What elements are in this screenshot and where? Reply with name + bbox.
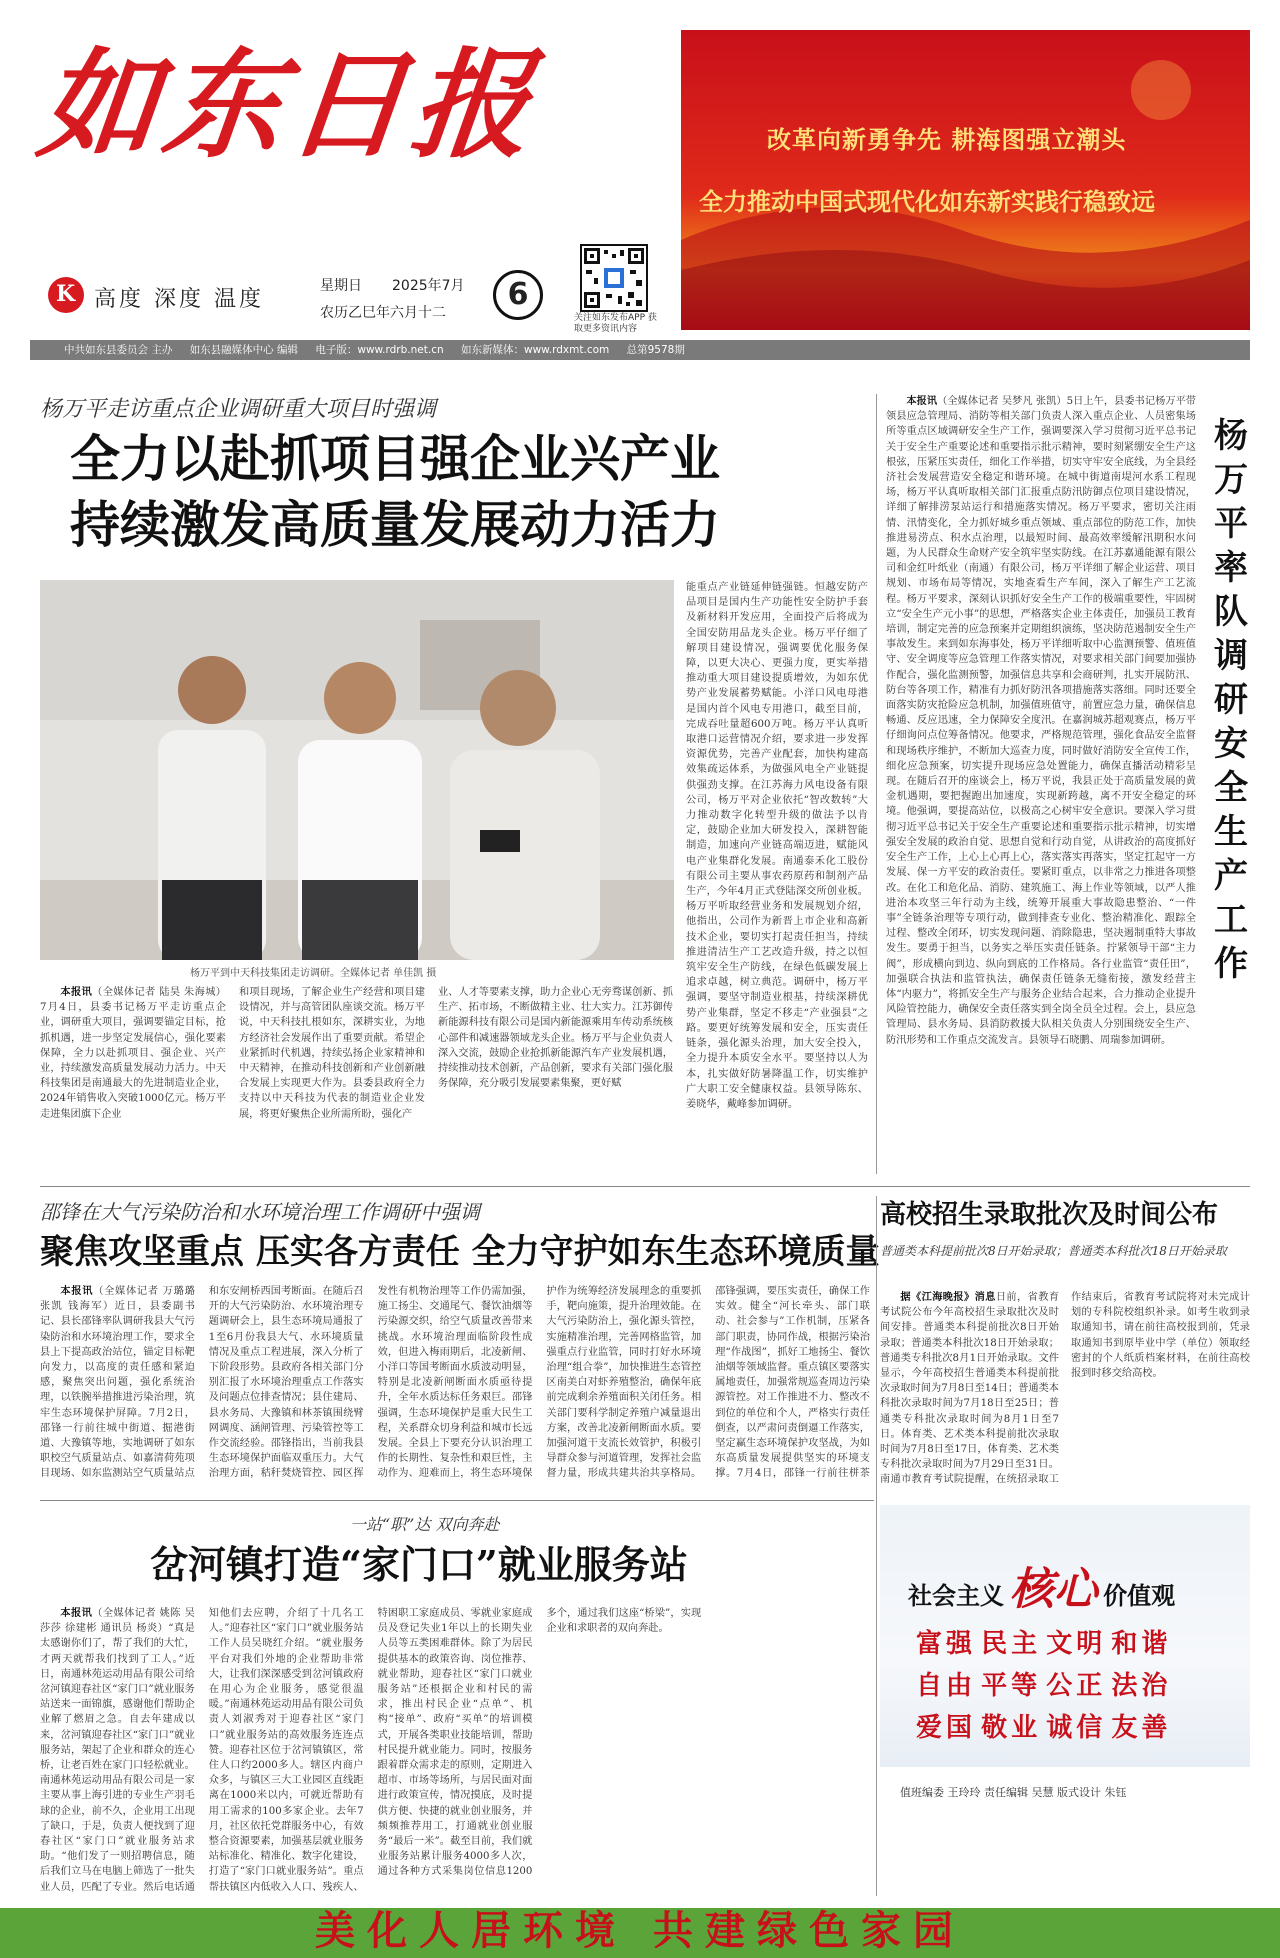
article5-body — [880, 1290, 1250, 1490]
photo-caption: 杨万平到中天科技集团走访调研。全媒体记者 单佳凯 摄 — [190, 968, 437, 979]
article3-body — [40, 1284, 870, 1492]
newspaper-title: 如东日报 — [32, 35, 544, 174]
article1-photo — [40, 580, 674, 960]
value-word: 爱国 — [916, 1713, 977, 1743]
divider — [40, 1186, 1250, 1187]
lead-label: 本报讯 — [60, 1285, 94, 1297]
value-word: 法治 — [1111, 1671, 1172, 1701]
article4-kicker: 一站“职”达 双向奔赴 — [350, 1515, 500, 1534]
serial-number: 总第9578期 — [626, 344, 685, 356]
article4-headline[interactable]: 岔河镇打造“家门口”就业服务站 — [150, 1542, 688, 1587]
issue-number: 6 — [493, 270, 543, 320]
article5-subhead: 普通类本科提前批次8日开始录取；普通类本科批次18日开始录取 — [880, 1244, 1227, 1258]
article1-col1-text: （全媒体记者 陆昊 朱海城）7月4日，县委书记杨万平走访重点企业，调研重大项目，强调要锚定目标，抢抓机遇，进一步坚定发展信心，强化要素保障，全力以赴抓项目、强企业、兴产业，持续激发高质量发展动力活力。中天科技集团是南通最大的先进制造业企业，2024年销售收入突破1000亿元。杨万平走进集团旗下企业 — [40, 987, 226, 1120]
article2-headline[interactable]: 杨万平率队调研安全生产工作 — [1214, 416, 1248, 984]
article1-headline-1[interactable]: 全力以赴抓项目强企业兴产业 — [70, 430, 720, 488]
sponsor: 中共如东县委员会 主办 — [64, 344, 173, 356]
value-word: 公正 — [1046, 1671, 1107, 1701]
article2-body — [886, 394, 1196, 1174]
value-word: 敬业 — [981, 1713, 1042, 1743]
divider — [876, 1196, 877, 1896]
value-word: 诚信 — [1046, 1713, 1107, 1743]
lunar-date: 农历乙巳年六月十二 — [320, 305, 446, 321]
value-word: 平等 — [981, 1671, 1042, 1701]
editor: 如东县融媒体中心 编辑 — [189, 344, 299, 356]
banner-line-2: 全力推动中国式现代化如东新实践行稳致远 — [699, 187, 1155, 216]
qr-caption: 关注如东发布APP 获取更多资讯内容 — [574, 313, 657, 334]
article1-headline-2[interactable]: 持续激发高质量发展动力活力 — [70, 496, 720, 554]
article3-kicker: 邵锋在大气污染防治和水环境治理工作调研中强调 — [40, 1200, 480, 1224]
article1-col2: 和项目现场，了解企业生产经营和项目建设情况，并与高管团队座谈交流。杨万平说，中天科技扎根如东，深耕实业，为地方经济社会发展作出了重要贡献。希望企业紧抓时代机遇，持续弘扬企业家精神和中天精神，在推动科技创新和产业创新融合发展上实现更大作为。县委县政府全力支持以中天科技为代表的制造业企业发展，将更好聚焦企业所需所盼，强化产 — [239, 987, 425, 1120]
article1-right-col: 能重点产业链延伸链强链。恒越安防产品项目是国内生产功能性安全防护手套及新材料开发应用，全面投产后将成为全国安防用品龙头企业。杨万平仔细了解项目建设情况，强调要优化服务保障，以更大决心、更强力度，更实举措推动重大项目建设提质增效，为如东优势产业发展蓄势赋能。小洋口风电母港是国内首个风电专用港口，截至目前，完成吞吐量超600万吨。杨万平认真听取港口运营情况介绍，要求进一步发挥资源优势，完善产业配套，加快构建高效集疏运体系，为做强风电全产业链提供强劲支撑。在江苏海力风电设备有限公司，杨万平对企业依托“智改数转”大力推动数字化转型升级的做法予以肯定，鼓励企业加大研发投入，深耕智能制造，加速向产业链高端迈进，赋能风电产业集群化发展。南通泰禾化工股份有限公司主要从事农药原药和制剂产品生产，今年4月正式登陆深交所创业板。杨万平听取经营业务和发展规划介绍，他指出，公司作为新晋上市企业和高新技术企业，要切实打起责任担当，持续推进清洁生产工艺改造升级，持之以恒筑牢安全生产防线，在绿色低碳发展上追求卓越，树立典范。调研中，杨万平强调，要坚守制造业根基，持续深耕优势产业集群，坚定不移走“产业强县”之路。要更好统筹发展和安全，压实责任链条，强化源头治理，加大安全投入，全力提升本质安全水平。要坚持以人为本，扎实做好防暑降温工作，切实维护广大职工安全健康权益。县领导陈东、姜晓华，戴峰参加调研。 — [686, 582, 868, 1110]
weekday: 星期日 — [320, 278, 362, 294]
article4-text: （全媒体记者 姚陈 吴莎莎 徐建彬 通讯员 杨炎）“真是太感谢你们了，帮了我们的大忙，才两天就帮我们找到了工人。”近日，南通林苑运动用品有限公司给岔河镇迎春社区“家门口”就业服务站送来一面锦旗，感谢他们帮助企业解了燃眉之急。自去年建成以来，岔河镇迎春社区“家门口”就业服务站，架起了企业和群众的连心桥，让老百姓在家门口轻松就业。南通林苑运动用品有限公司是一家主要从事上海引进的专业生产羽毛球的企业，前不久，企业用工出现了缺口，于是，负责人便找到了迎春社区“家门口”就业服务站求助。“他们发了一则招聘信息，随后我们立马在电脑上筛选了一批失业人员，匹配了专业。然后电话通知他们去应聘，介绍了十几名工人。”迎春社区“家门口”就业服务站工作人员吴晓红介绍。“就业服务平台对我们外地的企业帮助非常大，让我们深深感受到岔河镇政府在用心为企业服务，感觉很温暖。”南通林苑运动用品有限公司负责人刘淑秀对于迎春社区“家门口”就业服务站的高效服务连连点赞。迎春社区位于岔河镇镇区，常住人口约2000多人。辖区内商户众多，与镇区三大工业园区直线距离在1000米以内，可就近帮助有用工需求的100多家企业。去年7月，社区依托党群服务中心，有效整合资源要素，加强基层就业服务站标准化、精准化、数字化建设，打造了“家门口就业服务站”。重点帮扶镇区内低收入人口、残疾人、特困职工家庭成员、零就业家庭成员及登记失业1年以上的长期失业人员等五类困难群体。除了为居民提供基本的政策咨询、岗位推荐、就业帮助，迎春社区“家门口就业服务站”还根据企业和村民的需求，推出村民企业“点单”、机构“接单”、政府“买单”的培训模式，开展各类职业技能培训，帮助村民提升就业能力。同时，按服务跟着群众需求走的原则，定期进入超市、市场等场所，与居民面对面进行政策宣传，情况摸底，及时提供方便、快捷的就业创业服务，并频频推荐用工，打通就业创业服务“最后一米”。截至目前，我们就业服务站累计服务4000多人次，通过各种方式采集岗位信息1200多个，通过我们这座“桥梁”，实现企业和求职者的双向奔赴。 — [40, 1608, 702, 1893]
values-title-right: 价值观 — [1103, 1581, 1176, 1610]
slogan: 高度 深度 温度 — [94, 287, 264, 312]
value-word: 民主 — [981, 1629, 1042, 1659]
value-word: 富强 — [916, 1629, 977, 1659]
lead-label: 本报讯 — [60, 986, 93, 998]
lead-label: 本报讯 — [60, 1607, 93, 1619]
credits: 值班编委 王玲玲 责任编辑 吴慧 版式设计 朱钰 — [900, 1786, 1127, 1799]
bottom-banner-text: 美化人居环境 共建绿色家园 — [315, 1907, 965, 1954]
values-title-left: 社会主义 — [908, 1581, 1004, 1610]
lead-label: 本报讯 — [906, 395, 938, 407]
article5-headline[interactable]: 高校招生录取批次及时间公布 — [880, 1200, 1219, 1230]
value-word: 自由 — [916, 1671, 977, 1701]
bottom-banner — [0, 1908, 1280, 1958]
article4-body — [40, 1606, 870, 1898]
lead-label: 据《江海晚报》消息 — [900, 1291, 996, 1303]
article1-col3: 业、人才等要素支撑，助力企业心无旁骛谋创新、抓生产、拓市场，不断做精主业、壮大实力。江苏御传新能源科技有限公司是国内新能源乘用车传动系统核心部件和减速器领域龙头企业。杨万平与企业负责人深入交流，鼓励企业抢抓新能源汽车产业发展机遇，持续推动技术创新，产品创新，要求有关部门强化服务保障，充分吸引发展要素集聚，更好赋 — [438, 987, 673, 1090]
banner-line-1: 改革向新勇争先 耕海图强立潮头 — [767, 125, 1127, 154]
values-title-core: 核心 — [1009, 1564, 1098, 1615]
article1-kicker: 杨万平走访重点企业调研重大项目时强调 — [40, 397, 437, 422]
website[interactable]: 电子版：www.rdrb.net.cn — [315, 344, 444, 356]
qr-code-icon[interactable] — [580, 244, 648, 312]
slogan-banner — [681, 30, 1250, 330]
article2-text: （全媒体记者 吴梦凡 张凯）5日上午，县委书记杨万平带领县应急管理局、消防等相关部门负责人深入重点企业、人员密集场所等重点区域调研安全生产工作，强调要深入学习贯彻习近平总书记关于安全生产重要论述和重要指示批示精神，要时刻紧绷安全生产这根弦，压紧压实责任，细化工作举措，切实守牢安全底线，为全县经济社会发展营造安全稳定和谐环境。在城中街道南堤河水系工程现场，杨万平认真听取相关部门汇报重点防汛防御点位项目建设情况，详细了解排涝泵站运行和措施落实情况。杨万平要求，密切关注雨情、汛情变化，全力抓好城乡重点领域、重点部位的防范工作，加快推进易涝点、积水点治理，以最短时间、最高效率缓解汛期积水问题，为人民群众生命财产安全筑牢坚实防线。在江苏嘉通能源有限公司和金红叶纸业（南通）有限公司，杨万平详细了解企业运营、项目规划、市场布局等情况，实地查看生产车间，深入了解生产工艺流程。杨万平要求，深刻认识抓好安全生产工作的极端重要性，牢固树立“安全生产元小事”的思想，严格落实企业主体责任，加强员工教育培训，制定完善的应急预案并定期组织演练，坚决防范遏制安全生产事故发生。来到如东海事处，杨万平详细听取中心监测预警、值班值守、安全调度等应急管理工作落实情况，对要求相关部门间要加强协作配合，强化监测预警，加强信息共享和会商研判，扎实开展防汛、防台等各项工作，精准有力抓好防汛各项措施落实落细。同时还要全面落实防灾抢险应急机制，加强值班值守，前置应急力量，确保信息畅通、反应迅速，全力保障安全度汛。在嘉润城苏超观赛点，杨万平仔细询问点位筹备情况。他要求，严格规范管理，强化食品安全监督和现场秩序维护，不断加大巡查力度，同时做好消防安全宣传工作，细化应急预案，切实提升现场应急处置能力，确保直播活动精彩呈现。在随后召开的座谈会上，杨万平说，我县正处于高质量发展的黄金机遇期，要把握跑出加速度，实现新跨越，离不开安全稳定的环境。他强调，要提高站位，以极高之心树牢安全意识。要深入学习贯彻习近平总书记关于安全生产重要论述和重要指示批示精神，切实增强安全发展的政治自觉、思想自觉和行动自觉，从讲政治的高度抓好安全生产工作，上心上心再上心，落实落实再落实，坚定扛起守一方发展、保一方平安的政治责任。要紧盯重点，以非常之力推进各项整改。在化工和危化品、消防、建筑施工、海上作业等领域，以严人推进治本攻坚三年行动为主线，统筹开展重大事故隐患整治、“一件事”全链条治理等专项行动，做到排查专业化、整治精准化、跟踪全过程、整改全闭环，切实发现问题、消除隐患，坚决遏制重特大事故发生。要勇于担当，以务实之举压实责任链条。拧紧领导干部“主力阀”，形成横向到边、纵向到底的工作格局。各行业监管“责任田”，加强联合执法和监管执法，确保责任链条无缝衔接，激发经营主体“内驱力”，将抓安全生产与服务企业结合起来，合力推动企业提升风险管控能力，确保安全责任落实到全岗全员全过程。会上，县应急管理局、县水务局、县消防救援大队相关负责人分别围绕安全生产、防汛形势和工作重点交流发言。县领导石晓鹏、周瑞参加调研。 — [886, 396, 1196, 1046]
newspaper-logo-icon: K — [48, 277, 84, 313]
info-bar — [30, 340, 1250, 360]
article5-text: 日前，省教育考试院公布今年高校招生录取批次及时间安排。普通类本科提前批次8日开始录取；普通类本科批次18日开始录取；普通类专科批次8月1日开始录取。文件显示，今年高校招生普通类本科提前批次录取时间为7月8日至14日；普通类本科批次录取时间为7月18日至25日；普通类专科批次录取时间为8月1日至7日。体育类、艺术类本科提前批次录取时间为7月8日至17日，体育类、艺术类专科批次录取时间为7月29日至31日。南通市教育考试院提醒，在统招录取工作结束后，省教育考试院将对未完成计划的专科院校组织补录。如考生收到录取通知书，请在前往高校报到前，凭录取通知书到原毕业中学（单位）领取经密封的个人纸质档案材料，在前往高校报到时移交给高校。 — [880, 1292, 1250, 1486]
newmedia[interactable]: 如东新媒体：www.rdxmt.com — [460, 344, 610, 356]
article3-text: （全媒体记者 万璐璐 张凯 钱海军）近日，县委副书记、县长邵锋率队调研我县大气污染防治和水环境治理工作，要求全县上下提高政治站位，锚定目标靶向发力，以高度的责任感和紧迫感，聚焦突出问题，强化系统治理，以铁腕举措推进污染治理，筑牢生态环境保护屏障。7月2日，邵锋一行前往城中街道、掘港街道、大豫镇等地，实地调研了如东职校空气质量站点、如嘉清荷苑项目现场、如东监测站空气质量站点和东安闸桥西国考断面。在随后召开的大气污染防治、水环境治理专题调研会上，县生态环境局通报了1至6月份我县大气、水环境质量情况及重点工程进展，深入分析了下阶段形势。县政府各相关部门分别汇报了水环境治理重点工作落实及问题点位排查情况；县住建局、县水务局、大豫镇和林茶镇围绕臂网调度、涵闸管理、污染管控等工作交流经验。邵锋指出，当前我县生态环境保护面临双重压力。大气治理方面，秸秆焚烧管控、园区挥发性有机物治理等工作仍需加强，施工扬尘、交通尾气、餐饮油烟等污染源交织，给空气质量改善带来挑战。水环境治理面临阶段性成效，但进入梅雨期后，北凌新闸、小洋口等国考断面水质波动明显，特别是北凌新闸断面水质亟待提升，全年水质达标任务艰巨。邵锋强调，生态环境保护是重大民生工程，关系群众切身利益和城市长远发展。全县上下要充分认识治理工作的长期性、复杂性和艰巨性，主动作为、迎难而上，将生态环境保护作为统筹经济发展理念的重要抓手，靶向施策，提升治理效能。在大气污染防治上，强化源头管控，实施精准治理，完善网格监管，加强重点行业监管，同时打好水环境治理“组合拳”，加快推进生态管控区南美白对虾养殖整治，确保年底前完成剩余养殖面积关闭任务。相关部门要科学制定养殖户减量退出方案，改善北凌新闸断面水质。要加强河道干支流长效管护，积极引导群众参与河道管理，发挥社会监督力量，形成共建共治共享格局。邵锋强调，要压实责任，确保工作实效。健全“河长牵头、部门联动、社会参与”工作机制，压紧各部门职责，协同作战，根据污染治理“作战图”，抓好工地扬尘、餐饮油烟等领域监督。重点镇区要落实属地责任，加强常规巡查周边污染源管控。对工作推进不力、整改不到位的单位和个人，严格实行责任倒查，以严肃问责倒逼工作落实，坚定赢生态环境保护攻坚战，为如东高质量发展提供坚实的环境支撑。7月4日，邵锋一行前往栟茶 — [40, 1286, 870, 1480]
article3-headline[interactable]: 聚焦攻坚重点 压实各方责任 全力守护如东生态环境质量 — [40, 1232, 880, 1272]
divider — [40, 1500, 874, 1501]
value-word: 友善 — [1111, 1713, 1172, 1743]
value-word: 和谐 — [1111, 1629, 1172, 1659]
article1-col1 — [40, 985, 226, 1178]
value-word: 文明 — [1046, 1629, 1107, 1659]
date: 2025年7月 — [392, 278, 465, 294]
core-values-box — [880, 1505, 1250, 1767]
divider — [876, 394, 877, 1174]
